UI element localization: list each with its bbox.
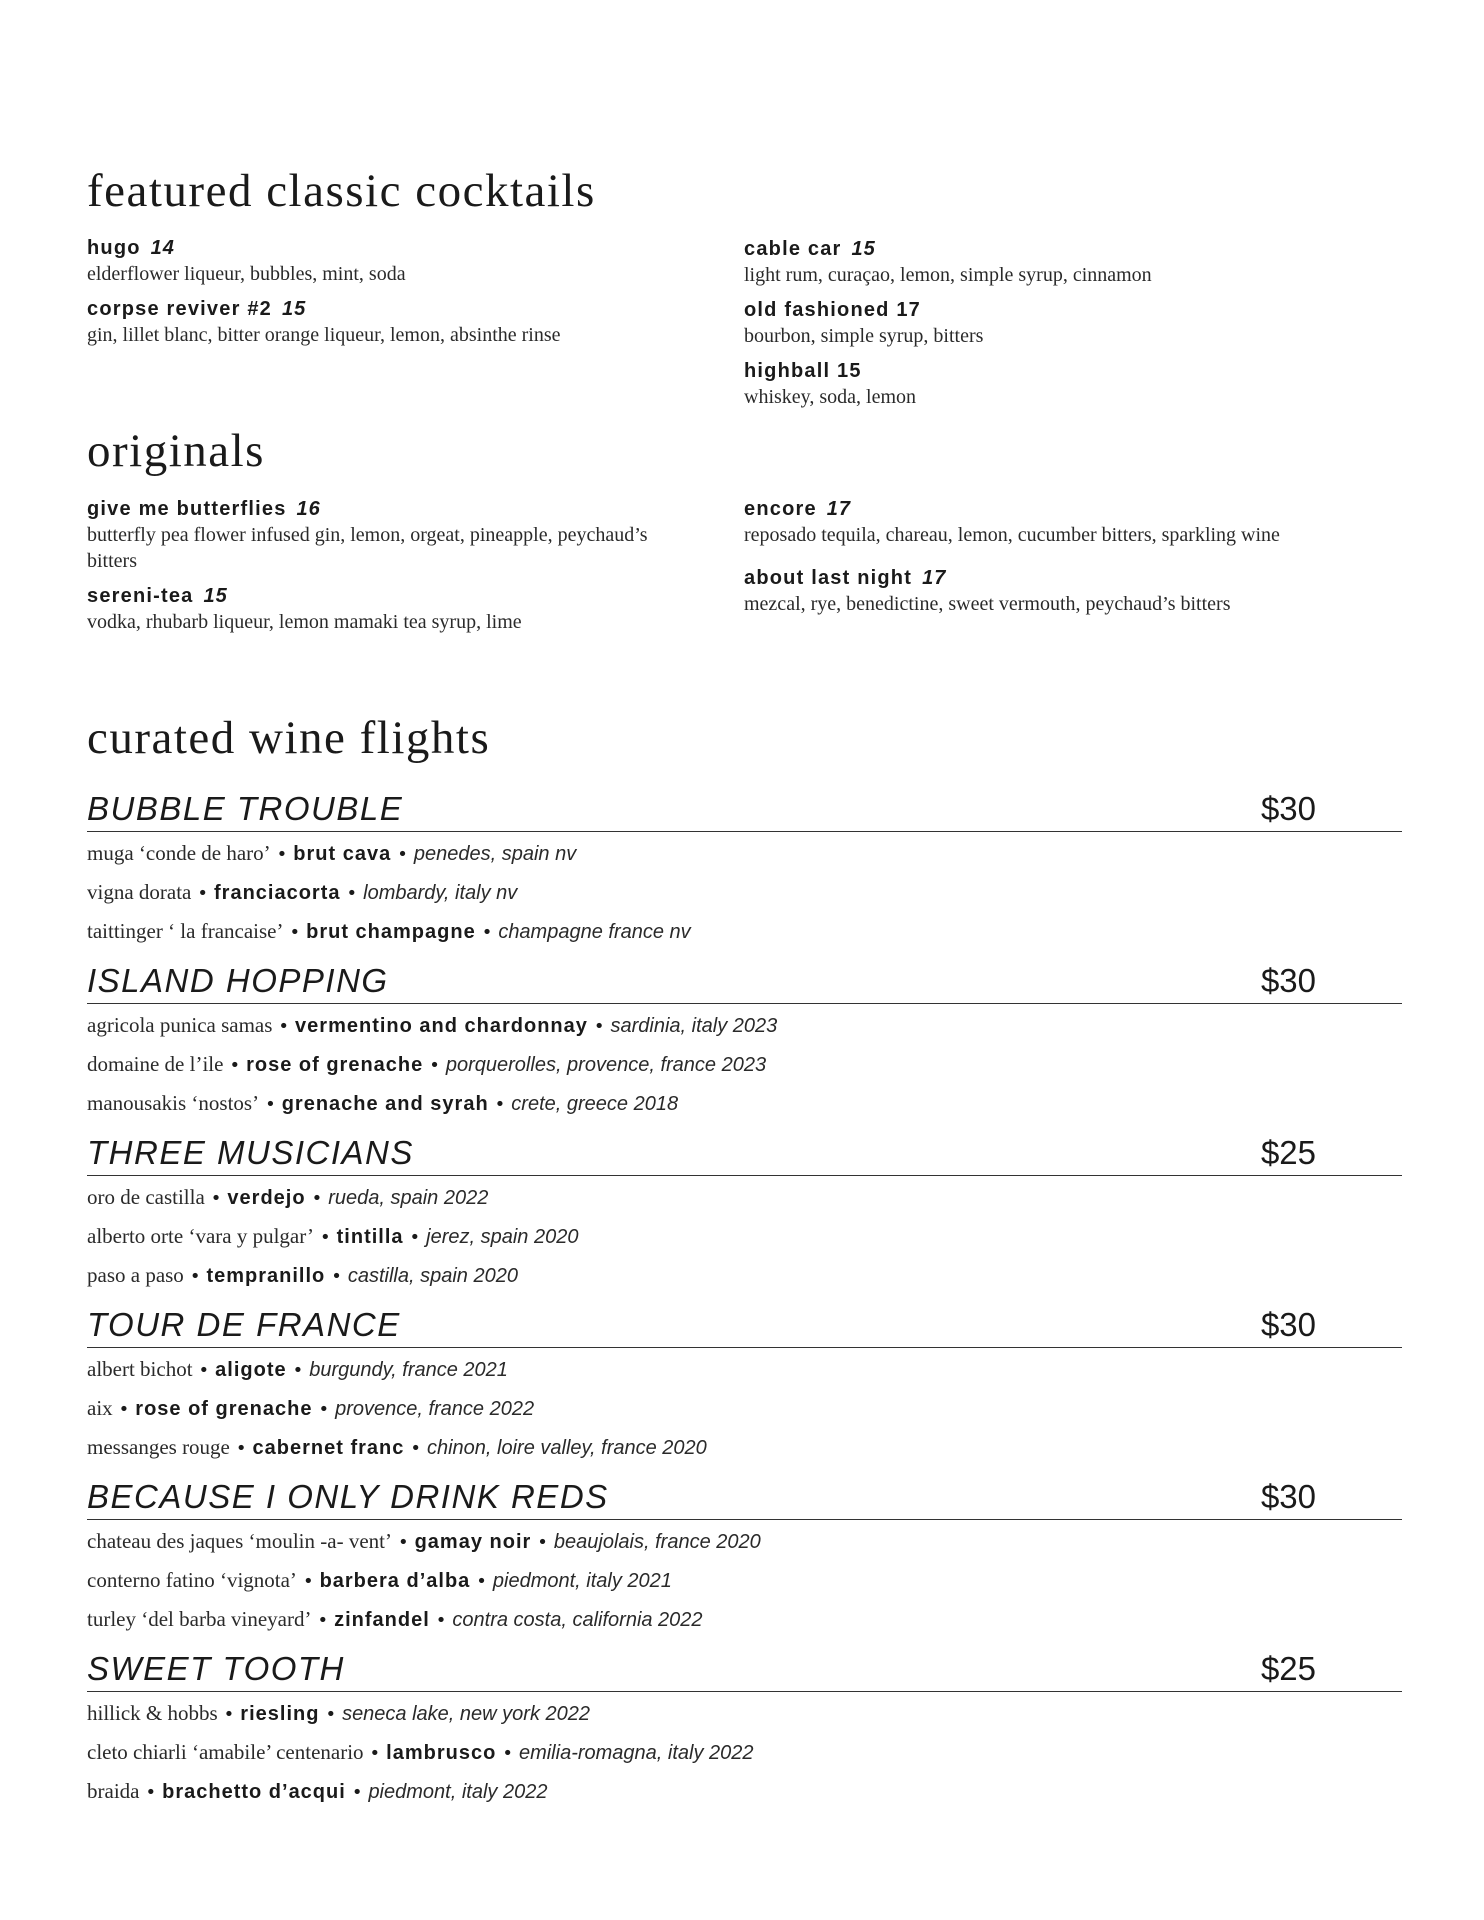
menu-item: [744, 358, 1384, 410]
item-price: 17: [922, 567, 947, 589]
bullet-separator: •: [481, 922, 493, 943]
bullet-separator: •: [320, 1227, 331, 1248]
item-price: 15: [851, 238, 876, 260]
item-name: about last night: [744, 567, 913, 589]
wine-producer: domaine de l’ile: [87, 1052, 224, 1076]
wine-region: provence, france 2022: [335, 1398, 535, 1420]
wine-grape: verdejo: [227, 1187, 306, 1209]
item-description: vodka, rhubarb liqueur, lemon mamaki tea syrup, lime: [87, 611, 522, 633]
featured-left-column: [87, 235, 727, 357]
flight-price: $30: [1260, 1478, 1316, 1515]
wine-grape: grenache and syrah: [281, 1093, 489, 1115]
bullet-separator: •: [292, 1360, 304, 1381]
bullet-separator: •: [435, 1610, 447, 1631]
wine-region: crete, greece 2018: [511, 1093, 679, 1115]
bullet-separator: •: [331, 1266, 342, 1287]
menu-item: [744, 565, 1404, 617]
wine-producer: taittinger ‘ la francaise’: [87, 919, 284, 943]
wine-region: piedmont, italy 2021: [492, 1570, 672, 1592]
wine-grape: rose of grenache: [135, 1398, 313, 1420]
menu-item: [744, 236, 1384, 288]
flight-name: BUBBLE TROUBLE: [87, 790, 404, 827]
wine-region: burgundy, france 2021: [309, 1359, 508, 1381]
item-name: corpse reviver #2: [87, 298, 272, 320]
wine-grape: lambrusco: [386, 1742, 497, 1764]
wine-grape: tempranillo: [206, 1265, 326, 1287]
wine-producer: chateau des jaques ‘moulin -a- vent’: [87, 1529, 392, 1553]
wine-grape: franciacorta: [214, 882, 341, 904]
bullet-separator: •: [325, 1704, 337, 1725]
wine-region: castilla, spain 2020: [347, 1265, 518, 1287]
wine-producer: muga ‘conde de haro’: [87, 841, 271, 865]
bullet-separator: •: [265, 1094, 276, 1115]
wine-flight: [87, 1647, 1402, 1811]
item-price: 14: [150, 237, 175, 259]
bullet-separator: •: [409, 1227, 421, 1248]
flight-header: [87, 787, 1402, 832]
wine-producer: braida: [87, 1779, 140, 1803]
wine-grape: gamay noir: [414, 1531, 532, 1553]
wine-row: [87, 1178, 1402, 1217]
wine-producer: vigna dorata: [87, 880, 192, 904]
item-name: cable car: [744, 238, 842, 260]
wine-row: [87, 1772, 1402, 1811]
bullet-separator: •: [311, 1188, 323, 1209]
wine-flight: [87, 1475, 1402, 1639]
bullet-separator: •: [145, 1782, 157, 1803]
item-description: elderflower liqueur, bubbles, mint, soda: [87, 263, 406, 285]
bullet-separator: •: [302, 1571, 314, 1592]
wine-row: [87, 912, 1402, 951]
bullet-separator: •: [397, 1532, 409, 1553]
bullet-separator: •: [210, 1188, 222, 1209]
menu-item: [87, 583, 727, 635]
wine-row: [87, 834, 1402, 873]
featured-title: featured classic cocktails: [87, 165, 596, 217]
bullet-separator: •: [537, 1532, 548, 1553]
flight-price: $30: [1260, 962, 1316, 999]
wine-producer: manousakis ‘nostos’: [87, 1091, 260, 1115]
wine-producer: messanges rouge: [87, 1435, 230, 1459]
item-description: bourbon, simple syrup, bitters: [744, 325, 984, 347]
flight-price: $30: [1260, 1306, 1316, 1343]
bullet-separator: •: [397, 844, 408, 865]
wine-row: [87, 1217, 1402, 1256]
wine-flight: [87, 1303, 1402, 1467]
wine-grape: aligote: [215, 1359, 287, 1381]
item-description: whiskey, soda, lemon: [744, 386, 917, 408]
flight-header: [87, 1303, 1402, 1348]
bullet-separator: •: [318, 1399, 330, 1420]
wine-row: [87, 1733, 1402, 1772]
wine-producer: alberto orte ‘vara y pulgar’: [87, 1224, 315, 1248]
item-description: mezcal, rye, benedictine, sweet vermouth, peychaud’s bitters: [744, 593, 1231, 615]
item-name: highball 15: [744, 360, 862, 382]
menu-item: [87, 496, 727, 574]
originals-title: originals: [87, 425, 265, 477]
flight-header: [87, 1475, 1402, 1520]
wine-grape: cabernet franc: [252, 1437, 405, 1459]
flight-price: $25: [1260, 1134, 1316, 1171]
bullet-separator: •: [118, 1399, 130, 1420]
item-name: old fashioned 17: [744, 299, 922, 321]
bullet-separator: •: [229, 1055, 241, 1076]
wine-row: [87, 1428, 1402, 1467]
flight-name: ISLAND HOPPING: [87, 962, 389, 999]
wine-flight: [87, 959, 1402, 1123]
wine-grape: zinfandel: [334, 1609, 430, 1631]
bullet-separator: •: [351, 1782, 363, 1803]
wine-grape: brut cava: [293, 843, 392, 865]
flight-header: [87, 959, 1402, 1004]
wine-row: [87, 1694, 1402, 1733]
item-name: sereni-tea: [87, 585, 194, 607]
item-price: 15: [203, 585, 228, 607]
bullet-separator: •: [197, 883, 208, 904]
flight-name: BECAUSE I ONLY DRINK REDS: [87, 1478, 609, 1515]
wine-flight: [87, 1131, 1402, 1295]
wine-region: piedmont, italy 2022: [368, 1781, 548, 1803]
wine-region: penedes, spain nv: [413, 843, 577, 865]
wine-producer: aix: [87, 1396, 113, 1420]
wine-grape: riesling: [240, 1703, 320, 1725]
wine-region: jerez, spain 2020: [426, 1226, 579, 1248]
wine-producer: conterno fatino ‘vignota’: [87, 1568, 297, 1592]
wine-row: [87, 1256, 1402, 1295]
bullet-separator: •: [235, 1438, 247, 1459]
wine-grape: barbera d’alba: [319, 1570, 471, 1592]
wine-producer: oro de castilla: [87, 1185, 205, 1209]
flight-name: TOUR DE FRANCE: [87, 1306, 401, 1343]
menu-item: [744, 297, 1384, 349]
wine-grape: tintilla: [336, 1226, 404, 1248]
item-name: give me butterflies: [87, 498, 287, 520]
bullet-separator: •: [369, 1743, 381, 1764]
wine-region: chinon, loire valley, france 2020: [426, 1437, 707, 1459]
wine-producer: turley ‘del barba vineyard’: [87, 1607, 312, 1631]
wine-region: sardinia, italy 2023: [610, 1015, 778, 1037]
bullet-separator: •: [278, 1016, 290, 1037]
wine-region: beaujolais, france 2020: [553, 1531, 761, 1553]
wine-flights-title: curated wine flights: [87, 712, 491, 764]
flight-price: $25: [1260, 1650, 1316, 1687]
wine-row: [87, 1561, 1402, 1600]
bullet-separator: •: [276, 844, 288, 865]
bullet-separator: •: [494, 1094, 506, 1115]
flight-header: [87, 1647, 1402, 1692]
item-description: reposado tequila, chareau, lemon, cucumber bitters, sparkling wine: [744, 524, 1280, 546]
originals-right-column: [744, 496, 1404, 626]
wine-row: [87, 873, 1402, 912]
wine-grape: rose of grenache: [246, 1054, 424, 1076]
bullet-separator: •: [502, 1743, 513, 1764]
menu-item: [87, 296, 727, 348]
bullet-separator: •: [317, 1610, 329, 1631]
wine-region: lombardy, italy nv: [363, 882, 518, 904]
wine-producer: paso a paso: [87, 1263, 184, 1287]
wine-row: [87, 1350, 1402, 1389]
item-description: gin, lillet blanc, bitter orange liqueur, lemon, absinthe rinse: [87, 324, 561, 346]
wine-producer: hillick & hobbs: [87, 1701, 218, 1725]
bullet-separator: •: [476, 1571, 487, 1592]
wine-grape: vermentino and chardonnay: [295, 1015, 588, 1037]
bullet-separator: •: [189, 1266, 201, 1287]
item-description: butterfly pea flower infused gin, lemon, orgeat, pineapple, peychaud’s bitters: [87, 524, 648, 572]
bullet-separator: •: [289, 922, 301, 943]
item-price: 15: [281, 298, 307, 320]
bullet-separator: •: [593, 1016, 605, 1037]
wine-row: [87, 1389, 1402, 1428]
wine-region: emilia-romagna, italy 2022: [518, 1742, 754, 1764]
bullet-separator: •: [223, 1704, 235, 1725]
item-name: encore: [744, 498, 817, 520]
wine-flight: [87, 787, 1402, 951]
wine-row: [87, 1600, 1402, 1639]
wine-region: rueda, spain 2022: [328, 1187, 489, 1209]
wine-flights-list: [87, 787, 1402, 1819]
wine-producer: cleto chiarli ‘amabile’ centenario: [87, 1740, 364, 1764]
wine-region: contra costa, california 2022: [452, 1609, 703, 1631]
wine-producer: agricola punica samas: [87, 1013, 273, 1037]
wine-row: [87, 1045, 1402, 1084]
item-price: 17: [826, 498, 852, 520]
bullet-separator: •: [429, 1055, 440, 1076]
wine-row: [87, 1084, 1402, 1123]
wine-region: seneca lake, new york 2022: [342, 1703, 590, 1725]
featured-right-column: [744, 236, 1384, 419]
wine-region: porquerolles, provence, france 2023: [445, 1054, 767, 1076]
wine-row: [87, 1522, 1402, 1561]
wine-grape: brut champagne: [306, 921, 476, 943]
flight-header: [87, 1131, 1402, 1176]
wine-producer: albert bichot: [87, 1357, 193, 1381]
bullet-separator: •: [198, 1360, 210, 1381]
originals-left-column: [87, 496, 727, 644]
item-price: 16: [296, 498, 321, 520]
menu-item: [87, 235, 727, 287]
wine-region: champagne france nv: [498, 921, 691, 943]
flight-name: THREE MUSICIANS: [87, 1134, 414, 1171]
item-name: hugo: [87, 237, 141, 259]
wine-grape: brachetto d’acqui: [162, 1781, 346, 1803]
bullet-separator: •: [346, 883, 358, 904]
flight-name: SWEET TOOTH: [87, 1650, 345, 1687]
flight-price: $30: [1260, 790, 1316, 827]
wine-row: [87, 1006, 1402, 1045]
menu-item: [744, 496, 1404, 548]
bullet-separator: •: [410, 1438, 421, 1459]
item-description: light rum, curaçao, lemon, simple syrup, cinnamon: [744, 264, 1152, 286]
